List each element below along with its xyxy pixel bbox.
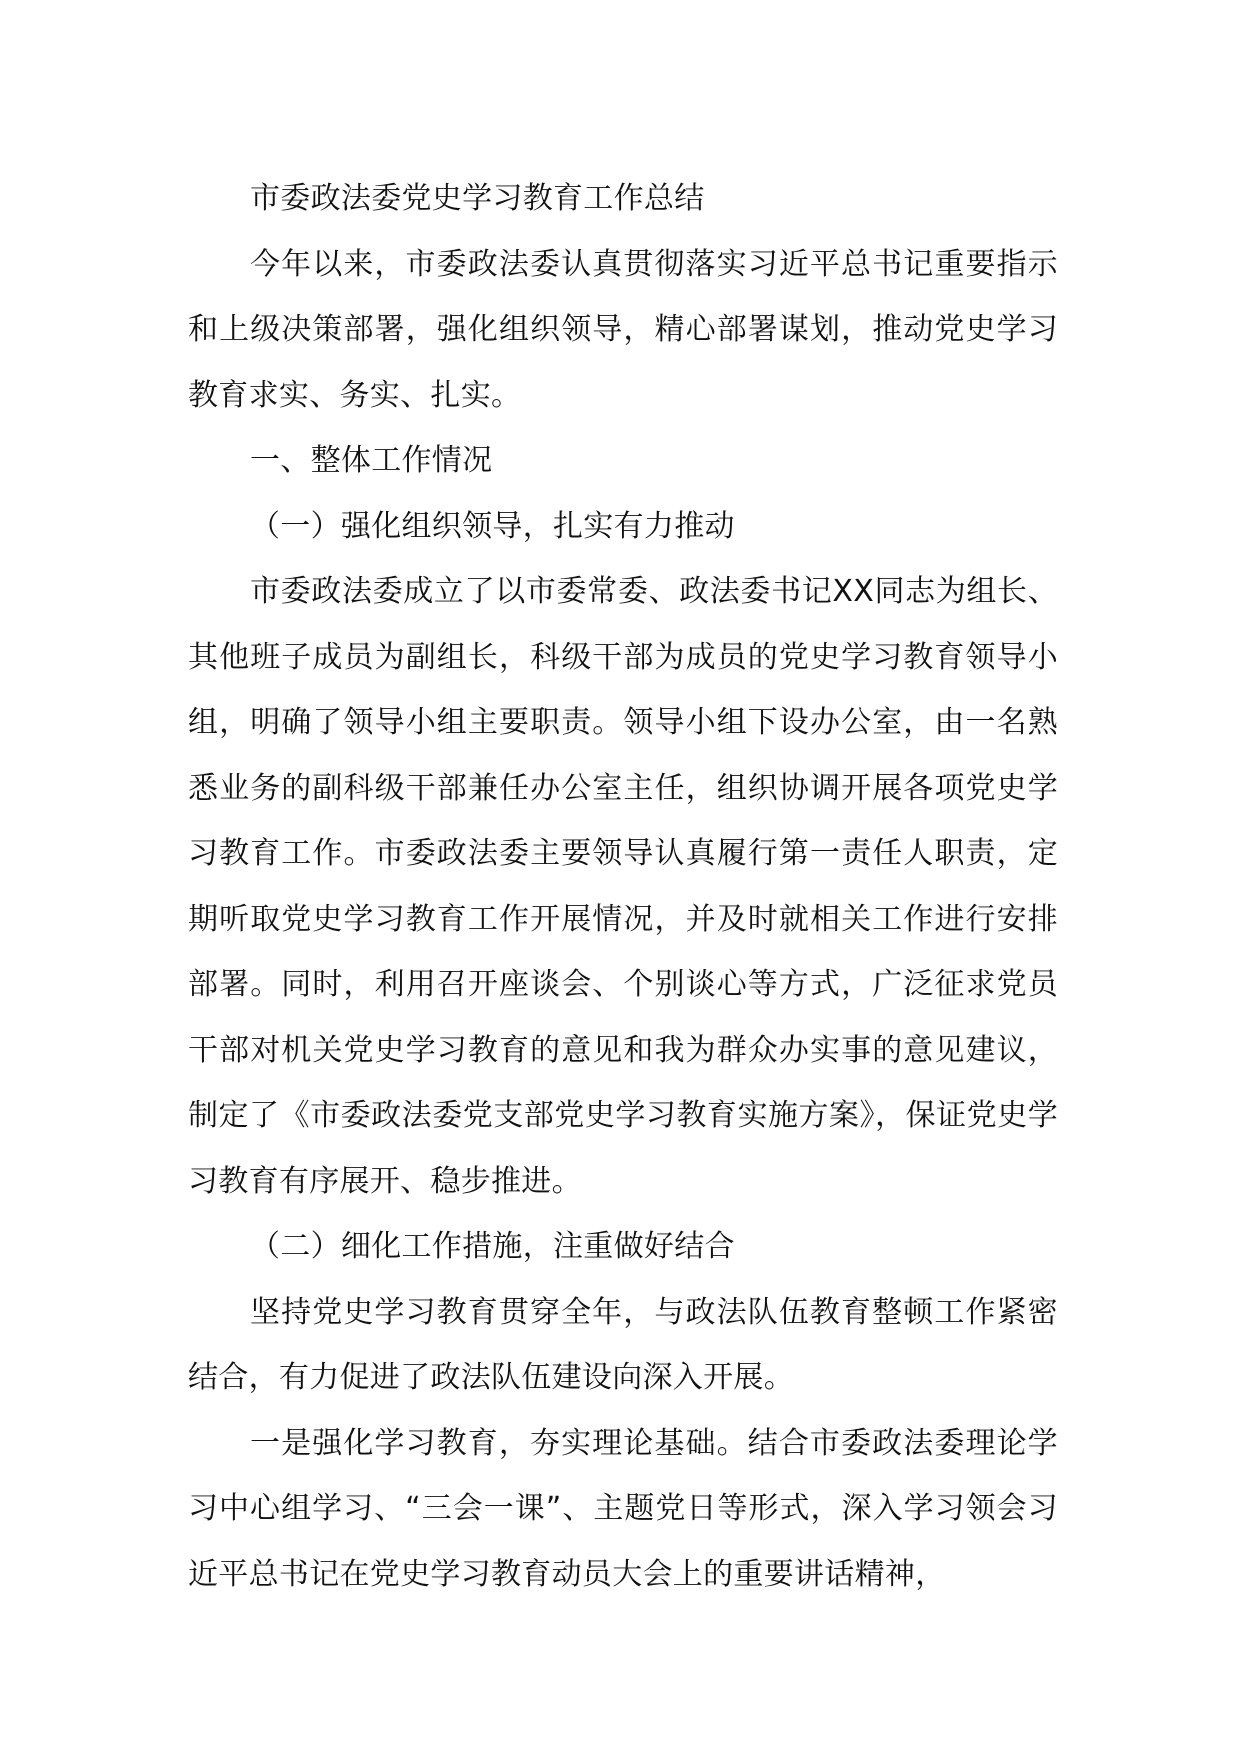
subsection-heading-2: （二）细化工作措施，注重做好结合	[250, 1229, 735, 1264]
section-heading-1: 一、整体工作情况	[250, 443, 493, 478]
subsection-heading-1: （一）强化组织领导，扎实有力推动	[250, 508, 735, 544]
paragraph-integration: 坚持党史学习教育贯穿全年，与政法队伍教育整顿工作紧密结合，有力促进了政法队伍建设向深入开展。	[188, 1294, 1058, 1395]
paragraph-leadership: 市委政法委成立了以市委常委、政法委书记XX同志为组长、其他班子成员为副组长，科级干部为成员的党史学习教育领导小组，明确了领导小组主要职责。领导小组下设办公室，由一名熟悉业务的副科级干部兼任办公室主任，组织协调开展各项党史学习教育工作。市委政法委主要领导认真履行第一责任人职责，定期听取党史学习教育工作开展情况，并及时就相关工作进行安排部署。同时，利用召开座谈会、个别谈心等方式，广泛征求党员干部对机关党史学习教育的意见和我为群众办实事的意见建议，制定了《市委政法委党支部党史学习教育实施方案》，保证党史学习教育有序展开、稳步推进。	[188, 574, 1058, 1199]
paragraph-study: 一是强化学习教育，夯实理论基础。结合市委政法委理论学习中心组学习、“三会一课”、主题党日等形式，深入学习领会习近平总书记在党史学习教育动员大会上的重要讲话精神，	[188, 1425, 1058, 1592]
document-title: 市委政法委党史学习教育工作总结	[250, 181, 705, 216]
document-body	[188, 166, 1058, 1607]
paragraph-intro: 今年以来，市委政法委认真贯彻落实习近平总书记重要指示和上级决策部署，强化组织领导，精心部署谋划，推动党史学习教育求实、务实、扎实。	[188, 246, 1058, 413]
